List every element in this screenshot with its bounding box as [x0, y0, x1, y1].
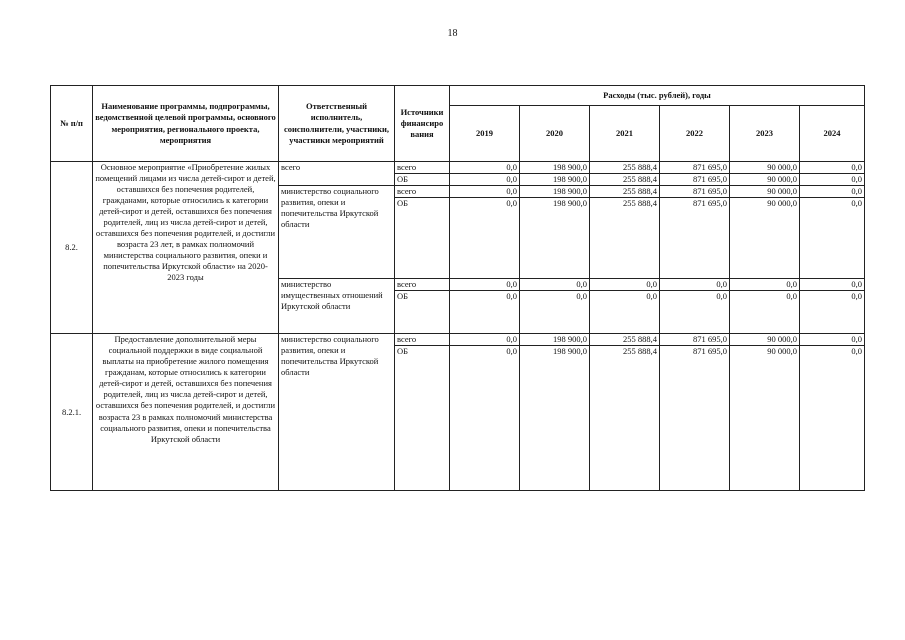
header-sources: Источники финансиро вания — [395, 86, 450, 162]
header-year: 2022 — [660, 106, 730, 162]
value-cell: 0,0 — [800, 291, 865, 334]
value-cell: 0,0 — [660, 279, 730, 291]
value-cell: 90 000,0 — [730, 186, 800, 198]
budget-table — [50, 85, 865, 491]
value-cell: 0,0 — [800, 174, 865, 186]
value-cell: 255 888,4 — [590, 162, 660, 174]
row-name: Основное мероприятие «Приобретение жилых помещений лицами из числа детей-сирот и детей, оставшихся без попечения родителей, гражданами, которые относились к категории детей-сирот и детей, оставшихся без попечения родителей, лиц из числа детей-сирот и детей, оставшихся без попечения родителей, и достигли возраста 23 лет, в рамках полномочий министерства социального развития, опеки и попечительства Иркутской области» на 2020-2023 годы — [93, 162, 279, 334]
executor-cell: министерство имущественных отношений Иркутской области — [279, 279, 395, 334]
value-cell: 0,0 — [450, 198, 520, 279]
value-cell: 871 695,0 — [660, 334, 730, 346]
table-body — [51, 162, 865, 491]
value-cell: 871 695,0 — [660, 346, 730, 491]
header-num: № п/п — [51, 86, 93, 162]
value-cell: 0,0 — [520, 291, 590, 334]
value-cell: 0,0 — [450, 291, 520, 334]
header-year: 2023 — [730, 106, 800, 162]
value-cell: 198 900,0 — [520, 198, 590, 279]
value-cell: 0,0 — [520, 279, 590, 291]
source-cell: ОБ — [395, 198, 450, 279]
row-number: 8.2. — [51, 162, 93, 334]
executor-cell: министерство социального развития, опеки и попечительства Иркутской области — [279, 186, 395, 279]
table-row — [51, 334, 865, 346]
value-cell: 0,0 — [450, 162, 520, 174]
value-cell: 0,0 — [660, 291, 730, 334]
value-cell: 0,0 — [450, 334, 520, 346]
source-cell: всего — [395, 334, 450, 346]
source-cell: ОБ — [395, 291, 450, 334]
value-cell: 90 000,0 — [730, 334, 800, 346]
value-cell: 255 888,4 — [590, 346, 660, 491]
value-cell: 255 888,4 — [590, 198, 660, 279]
value-cell: 198 900,0 — [520, 346, 590, 491]
header-year: 2024 — [800, 106, 865, 162]
value-cell: 0,0 — [800, 162, 865, 174]
header-executor: Ответственный исполнитель, соисполнители, участники, участники мероприятий — [279, 86, 395, 162]
source-cell: всего — [395, 162, 450, 174]
value-cell: 0,0 — [590, 291, 660, 334]
page-number: 18 — [447, 28, 458, 39]
value-cell: 0,0 — [450, 279, 520, 291]
table-row — [51, 162, 865, 174]
value-cell: 198 900,0 — [520, 334, 590, 346]
value-cell: 90 000,0 — [730, 174, 800, 186]
header-expenses: Расходы (тыс. рублей), годы — [450, 86, 865, 106]
value-cell: 90 000,0 — [730, 346, 800, 491]
source-cell: всего — [395, 279, 450, 291]
value-cell: 871 695,0 — [660, 186, 730, 198]
row-name: Предоставление дополнительной меры социальной поддержки в виде социальной выплаты на приобретение жилого помещения гражданам, которые относились к категории детей-сирот и детей, оставшихся без попечения родителей, лиц из числа детей-сирот и детей, оставшихся без попечения родителей, и достигли возраста 23 в рамках полномочий министерства социального развития, опеки и попечительства Иркутской области — [93, 334, 279, 491]
value-cell: 255 888,4 — [590, 334, 660, 346]
source-cell: всего — [395, 186, 450, 198]
value-cell: 0,0 — [450, 174, 520, 186]
value-cell: 0,0 — [730, 291, 800, 334]
value-cell: 198 900,0 — [520, 174, 590, 186]
source-cell: ОБ — [395, 174, 450, 186]
header-name: Наименование программы, подпрограммы, ведомственной целевой программы, основного мероприятия, регионального проекта, мероприятия — [93, 86, 279, 162]
value-cell: 90 000,0 — [730, 162, 800, 174]
value-cell: 255 888,4 — [590, 186, 660, 198]
value-cell: 871 695,0 — [660, 174, 730, 186]
value-cell: 0,0 — [450, 346, 520, 491]
source-cell: ОБ — [395, 346, 450, 491]
value-cell: 0,0 — [800, 198, 865, 279]
value-cell: 0,0 — [800, 279, 865, 291]
value-cell: 198 900,0 — [520, 186, 590, 198]
value-cell: 871 695,0 — [660, 162, 730, 174]
header-year: 2020 — [520, 106, 590, 162]
value-cell: 255 888,4 — [590, 174, 660, 186]
header-year: 2019 — [450, 106, 520, 162]
value-cell: 0,0 — [590, 279, 660, 291]
header-year: 2021 — [590, 106, 660, 162]
value-cell: 0,0 — [800, 346, 865, 491]
value-cell: 0,0 — [800, 186, 865, 198]
value-cell: 871 695,0 — [660, 198, 730, 279]
value-cell: 0,0 — [730, 279, 800, 291]
value-cell: 0,0 — [800, 334, 865, 346]
row-number: 8.2.1. — [51, 334, 93, 491]
executor-cell: всего — [279, 162, 395, 186]
value-cell: 90 000,0 — [730, 198, 800, 279]
value-cell: 198 900,0 — [520, 162, 590, 174]
value-cell: 0,0 — [450, 186, 520, 198]
executor-cell: министерство социального развития, опеки и попечительства Иркутской области — [279, 334, 395, 491]
